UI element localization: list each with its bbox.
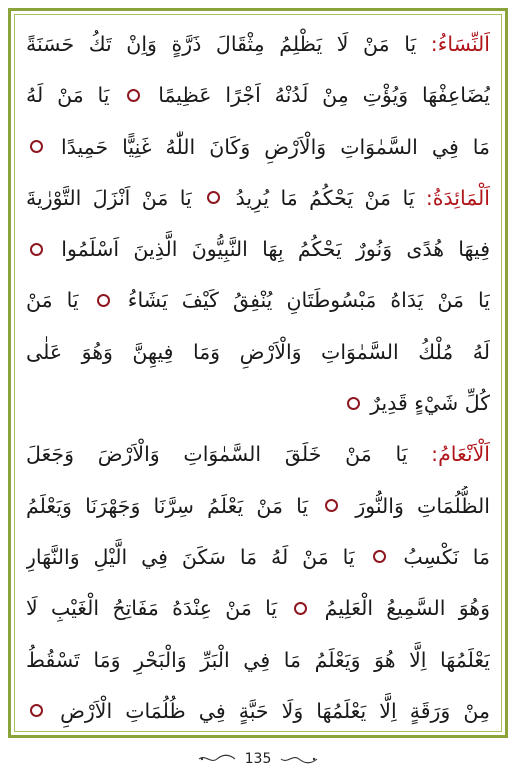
verse-stop-mark-icon (207, 191, 220, 204)
verse-stop-mark-icon (30, 704, 43, 717)
verse-text: لَهُ مُلْكُ السَّمٰوَاتِ وَالْاَرْضِ وَمَا فِيهِنَّ وَهُوَ عَلٰى (26, 339, 490, 364)
text-line (26, 691, 490, 742)
surah-heading: اَلْاَنْعَامُ: (431, 442, 490, 467)
text-line (26, 537, 490, 588)
text-line (26, 229, 490, 280)
left-flourish-icon (197, 753, 237, 765)
arabic-text-body (26, 24, 490, 742)
verse-text: يَا مَنْ لَا يَظْلِمُ مِثْقَالَ ذَرَّةٍ وَاِنْ تَكُ حَسَنَةً (26, 32, 417, 56)
verse-stop-mark-icon (30, 140, 43, 153)
text-line (26, 127, 490, 178)
verse-text: كُلِّ شَيْءٍ قَدِيرٌ (370, 391, 490, 416)
verse-text: يَا مَنْ خَلَقَ السَّمٰوَاتِ وَالْاَرْضَ وَجَعَلَ (26, 442, 408, 467)
verse-text: وَهُوَ السَّمِيعُ الْعَلِيمُ يَا مَنْ عِنْدَهُ مَفَاتِحُ الْغَيْبِ لَا (26, 596, 490, 621)
verse-text: مَا فِي السَّمٰوَاتِ وَالْاَرْضِ وَكَانَ اللّٰهُ غَنِيًّا حَمِيدًا (61, 134, 490, 159)
verse-text: يَا مَنْ يَحْكُمُ مَا يُرِيدُ يَا مَنْ اَنْزَلَ التَّوْرٰيةَ (26, 185, 415, 210)
text-line (26, 383, 490, 434)
verse-text: مِنْ وَرَقَةٍ اِلَّا يَعْلَمُهَا وَلَا حَبَّةٍ فِي ظُلُمَاتِ الْاَرْضِ (60, 698, 490, 723)
verse-text: يَا مَنْ يَدَاهُ مَبْسُوطَتَانِ يُنْفِقُ كَيْفَ يَشَاءُ يَا مَنْ (26, 288, 490, 313)
surah-heading: اَلْمَائِدَةُ: (425, 185, 490, 210)
text-line (26, 434, 490, 485)
verse-stop-mark-icon (294, 602, 307, 615)
text-line (26, 280, 490, 331)
right-flourish-icon (279, 753, 319, 765)
text-line (26, 588, 490, 639)
page-number: 135 (244, 751, 272, 767)
verse-text: يَعْلَمُهَا اِلَّا هُوَ وَيَعْلَمُ مَا فِي الْبَرِّ وَالْبَحْرِ وَمَا تَسْقُطُ (26, 647, 490, 672)
text-line (26, 24, 490, 75)
verse-text: فِيهَا هُدًى وَنُورٌ يَحْكُمُ بِهَا النَّبِيُّونَ الَّذِينَ اَسْلَمُوا (61, 237, 490, 262)
verse-stop-mark-icon (347, 397, 360, 410)
text-line (26, 178, 490, 229)
verse-stop-mark-icon (325, 499, 338, 512)
verse-stop-mark-icon (373, 550, 386, 563)
text-line (26, 640, 490, 691)
text-line (26, 486, 490, 537)
text-line (26, 332, 490, 383)
page-footer (0, 748, 516, 770)
text-line (26, 75, 490, 126)
verse-stop-mark-icon (127, 89, 140, 102)
verse-stop-mark-icon (30, 243, 43, 256)
verse-text: مَا نَكْسِبُ يَا مَنْ لَهُ مَا سَكَنَ فِي الَّيْلِ وَالنَّهَارِ (26, 544, 490, 569)
surah-heading: اَلنِّسَاءُ: (430, 32, 490, 56)
verse-stop-mark-icon (97, 294, 110, 307)
verse-text: يُضَاعِفْهَا وَيُؤْتِ مِنْ لَدُنْهُ اَجْرًا عَظِيمًا يَا مَنْ لَهُ (26, 83, 490, 108)
verse-text: الظُّلُمَاتِ وَالنُّورَ يَا مَنْ يَعْلَمُ سِرَّنَا وَجَهْرَنَا وَيَعْلَمُ (26, 493, 490, 518)
